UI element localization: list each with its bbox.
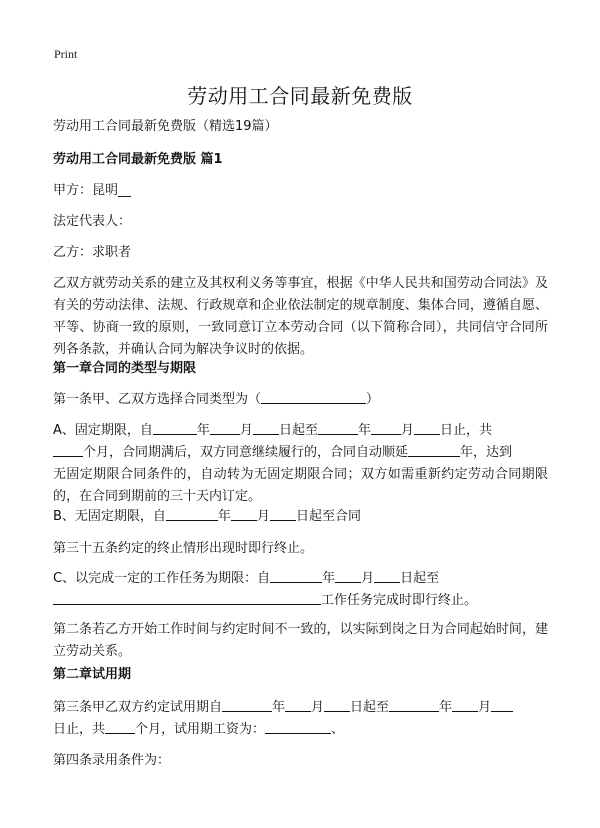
article3-end: 、	[331, 722, 345, 737]
renew-years-blank[interactable]	[408, 442, 460, 457]
month-text: 月	[361, 571, 375, 586]
year-blank[interactable]	[153, 420, 197, 435]
subtitle: 劳动用工合同最新免费版（精选19篇）	[53, 119, 278, 134]
party-b: 乙方：求职者	[53, 245, 132, 260]
year-blank[interactable]	[318, 420, 358, 435]
day-to-text: 日止，共	[53, 722, 106, 737]
month-blank[interactable]	[231, 506, 257, 521]
month-blank[interactable]	[335, 568, 361, 583]
month-text: 月	[256, 509, 270, 524]
month-blank[interactable]	[452, 697, 478, 712]
day-blank[interactable]	[270, 506, 296, 521]
month-text: 月	[239, 423, 253, 438]
auto-renew-text: 个月，合同期满后，双方同意继续履行的，合同自动顺延	[83, 445, 409, 460]
year-blank[interactable]	[222, 697, 272, 712]
preamble-paragraph: 乙双方就劳动关系的建立及其权利义务等事宜，根据《中华人民共和国劳动合同法》及有关的劳动法律、法规、行政规章和企业依法制定的规章制度、集体合同，遵循自愿、平等、协商一致的原则，一致同意订立本劳动合同（以下简称合同），共同信守合同所列各条款，并确认合同为解决争议时的依据。	[53, 276, 548, 357]
article3-label: 第三条甲乙双方约定试用期自	[53, 700, 223, 715]
reach-text: 年，达到	[460, 445, 513, 460]
option-a-line1	[53, 420, 553, 442]
article2: 第二条若乙方开始工作时间与约定时间不一致的，以实际到岗之日为合同起始时间，建立劳动关系。	[53, 622, 548, 659]
article3-line1	[53, 697, 553, 719]
day-to-contract-text: 日起至合同	[295, 509, 361, 524]
article35: 第三十五条约定的终止情形出现时即行终止。	[53, 541, 314, 556]
day-blank[interactable]	[374, 568, 400, 583]
chapter2-heading: 第二章试用期	[53, 667, 132, 682]
option-b-label: B、无固定期限，自	[53, 509, 166, 524]
year-text: 年	[272, 700, 286, 715]
option-c-line2	[53, 590, 553, 612]
month-blank[interactable]	[371, 420, 401, 435]
option-a-label: A、固定期限，自	[53, 423, 153, 438]
option-c-line1	[53, 568, 553, 590]
chapter1-heading: 第一章合同的类型与期限	[53, 361, 197, 376]
months-blank[interactable]	[53, 442, 83, 457]
month-blank[interactable]	[210, 420, 240, 435]
option-a-rest: 无固定期限合同条件的，自动转为无固定期限合同；双方如需重新约定劳动合同期限的，在合同到期前的三十天内订定。	[53, 467, 548, 504]
page-title: 劳动用工合同最新免费版	[187, 84, 413, 108]
day-from-text: 日起至	[350, 700, 390, 715]
print-label: Print	[54, 47, 78, 61]
day-blank[interactable]	[414, 420, 440, 435]
month-text: 月	[311, 700, 325, 715]
contract-type-blank[interactable]	[261, 389, 366, 404]
year-text: 年	[357, 423, 371, 438]
task-end-text: 工作任务完成时即行终止。	[321, 593, 478, 608]
party-a: 甲方：昆明__	[53, 183, 132, 198]
year-blank[interactable]	[166, 506, 218, 521]
day-to-text: 日止，共	[439, 423, 492, 438]
section-heading: 劳动用工合同最新免费版 篇1	[53, 152, 223, 167]
month-blank[interactable]	[285, 697, 311, 712]
months-blank[interactable]	[105, 719, 135, 734]
year-blank[interactable]	[389, 697, 439, 712]
option-c-label: C、以完成一定的工作任务为期限：自	[53, 571, 271, 586]
task-description-blank[interactable]	[53, 590, 321, 605]
article3-line2	[53, 719, 553, 741]
article1	[53, 389, 553, 411]
year-text: 年	[217, 509, 231, 524]
year-blank[interactable]	[270, 568, 322, 583]
option-b	[53, 506, 553, 528]
day-blank[interactable]	[324, 697, 350, 712]
day-from-text: 日起至	[400, 571, 440, 586]
day-blank[interactable]	[253, 420, 279, 435]
article4: 第四条录用条件为：	[53, 753, 171, 768]
wage-blank[interactable]	[265, 719, 331, 734]
day-blank[interactable]	[491, 697, 513, 712]
year-text: 年	[439, 700, 453, 715]
day-from-text: 日起至	[278, 423, 318, 438]
year-text: 年	[322, 571, 336, 586]
year-text: 年	[196, 423, 210, 438]
legal-representative: 法定代表人：	[53, 214, 132, 229]
article1-prefix: 第一条甲、乙双方选择合同类型为（	[53, 392, 262, 407]
probation-wage-text: 个月，试用期工资为：	[135, 722, 266, 737]
article1-suffix: ）	[366, 392, 380, 407]
month-text: 月	[478, 700, 492, 715]
month-text: 月	[400, 423, 414, 438]
option-a-line2	[53, 442, 553, 464]
